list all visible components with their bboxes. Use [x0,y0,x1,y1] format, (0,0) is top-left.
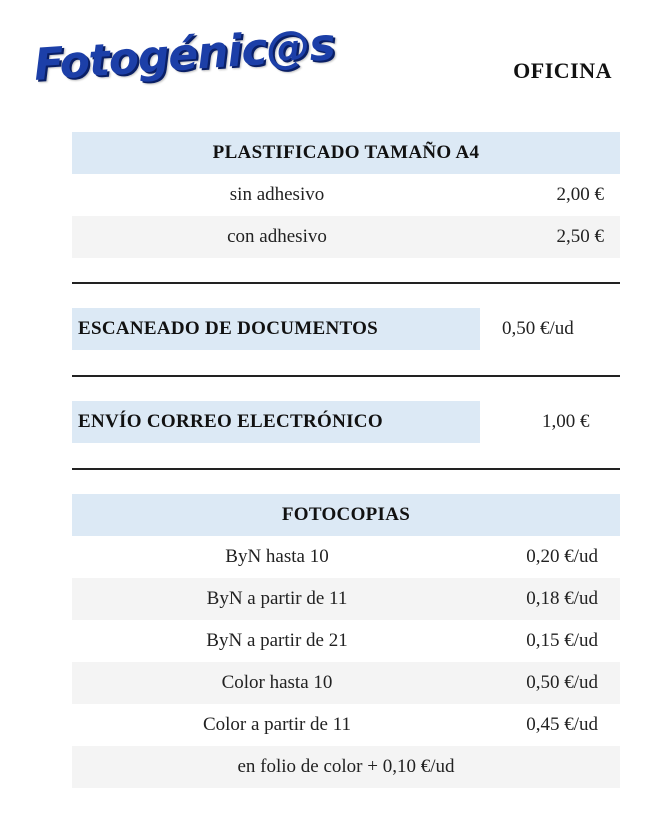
price-row [72,620,620,662]
price-row [72,536,620,578]
row-label: ByN a partir de 11 [206,588,348,609]
fotocopias-header [72,494,620,536]
envio-price: 1,00 € [542,411,590,432]
row-price: 0,50 €/ud [526,672,598,693]
row-price: 0,15 €/ud [526,630,598,651]
escaneado-header [72,308,480,350]
row-label: ByN hasta 10 [225,546,329,567]
row-price: 0,20 €/ud [526,546,598,567]
fotocopias-title: FOTOCOPIAS [281,504,411,525]
plastificado-header [72,132,620,174]
divider [72,375,620,377]
envio-header [72,401,480,443]
color-paper-note: en folio de color + 0,10 €/ud [237,756,455,777]
row-label: Color hasta 10 [221,672,333,693]
row-label: sin adhesivo [229,184,325,205]
price-row [72,662,620,704]
row-label: con adhesivo [227,226,327,247]
price-row [72,216,620,258]
row-price: 2,00 € [556,184,604,205]
section-title: OFICINA [513,58,612,83]
row-price: 0,18 €/ud [526,588,598,609]
row-label: Color a partir de 11 [202,714,352,735]
row-label: ByN a partir de 21 [206,630,348,651]
row-price: 0,45 €/ud [526,714,598,735]
divider [72,282,620,284]
brand-logo: Fotogénic@s [32,19,337,91]
envio-title: ENVÍO CORREO ELECTRÓNICO [78,411,383,432]
price-row [72,174,620,216]
escaneado-title: ESCANEADO DE DOCUMENTOS [78,318,379,339]
price-row [72,704,620,746]
note-row [72,746,620,788]
plastificado-title: PLASTIFICADO TAMAÑO A4 [212,142,480,163]
price-row [72,578,620,620]
divider [72,468,620,470]
row-price: 2,50 € [556,226,604,247]
escaneado-price: 0,50 €/ud [502,318,574,339]
